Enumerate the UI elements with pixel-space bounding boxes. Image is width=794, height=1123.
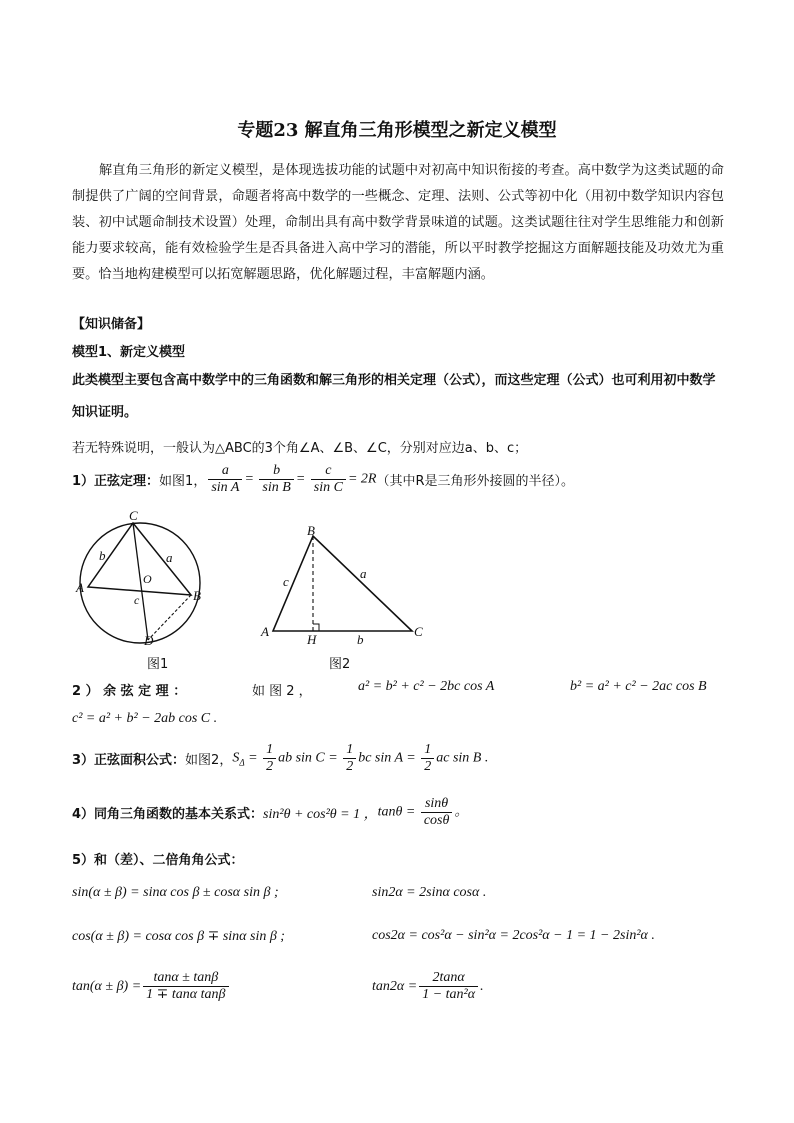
svg-text:a: a (166, 550, 173, 565)
svg-text:b: b (357, 632, 364, 645)
svg-text:c: c (283, 574, 289, 589)
pythagorean-identity: sin²θ + cos²θ = 1 ， (263, 806, 378, 822)
tan-double-formula: tan2α = $\frac{2\tan\alpha}{\text{1 − tan²α}}$ . (372, 970, 484, 1002)
svg-text:A: A (261, 624, 269, 639)
svg-text:C: C (414, 624, 423, 639)
right-angle-mark (313, 624, 319, 631)
figure-2-triangle-diagram (257, 520, 432, 645)
svg-text:A: A (76, 580, 84, 595)
figure-1-circle-diagram (70, 508, 220, 648)
svg-text:B: B (307, 523, 315, 538)
cos-double-formula: cos2α = cos²α − sin²α = 2cos²α − 1 = 1 − 2sin²α . (372, 928, 655, 943)
item3-pre: 如图2， (185, 753, 233, 768)
item1-pre: 如图1， (159, 474, 207, 489)
item4-label: 4）同角三角函数的基本关系式： (72, 807, 264, 822)
tan-sum-denominator: 1 ∓ tanα tanβ (146, 987, 226, 1002)
item3-label: 3）正弦面积公式： (72, 753, 186, 768)
law-of-sines-formula: $\frac{a}{\text{sin A}}$ = $\frac{b}{\text{sin B}}$ = $\frac{c}{\text{sin C}}$ = 2R (206, 463, 376, 496)
svg-text:c: c (134, 593, 140, 607)
svg-text:H: H (307, 632, 317, 645)
svg-text:B: B (193, 588, 201, 603)
svg-text:b: b (99, 548, 106, 563)
law-of-sines-line (72, 463, 574, 496)
sin-double-formula: sin2α = 2sinα cosα . (372, 885, 487, 900)
identity-line (72, 796, 468, 829)
tan-double-lhs: tan2α = (372, 978, 418, 994)
svg-text:O: O (143, 572, 152, 586)
tan-sum-numerator: tanα ± tanβ (143, 970, 228, 987)
item1-post: （其中R是三角形外接圆的半径）。 (376, 474, 574, 489)
item1-label: 1）正弦定理： (72, 474, 160, 489)
tan-sum-lhs: tan(α ± β) = (72, 978, 142, 994)
cosine-formula-b: b² = a² + c² − 2ac cos B (570, 679, 707, 694)
page-title: 专题23 解直角三角形模型之新定义模型 (237, 120, 557, 141)
area-formula-line (72, 742, 488, 775)
cos-sum-formula: cos(α ± β) = cosα cos β ∓ sinα sin β ; (72, 929, 285, 944)
cosine-formula-c: c² = a² + b² − 2ab cos C . (72, 711, 218, 726)
assumption-line: 若无特殊说明，一般认为△ABC的3个角∠A、∠B、∠C，分别对应边a、b、c； (72, 441, 528, 456)
area-formula: $S_\Delta$ = $\frac{1}{2}$ ab sin C = $\frac{1}{2}$ bc sin A = $\frac{1}{2}$ ac sin B . (232, 742, 489, 774)
intro-paragraph: 解直角三角形的新定义模型，是体现选拔功能的试题中对初高中知识衔接的考查。高中数学为这类试题的命制提供了广阔的空间背景，命题者将高中数学的一些概念、定理、法则、公式等初中化（用初中数学知识内容包装、初中试题命制技术设置）处理，命制出具有高中数学背景味道的试题。这类试题往往对学生思维能力和创新能力要求较高，能有效检验学生是否具备进入高中学习的潜能，所以平时教学挖掘这方面解题技能及功效尤为重要。恰当地构建模型可以拓宽解题思路，优化解题过程，丰富解题内涵。 (72, 163, 724, 282)
sin-sum-formula: sin(α ± β) = sinα cos β ± cosα sin β ; (72, 885, 279, 900)
tan-sum-formula (72, 970, 231, 1003)
model-heading: 模型1、新定义模型 (72, 345, 186, 360)
svg-text:a: a (360, 566, 367, 581)
tangent-identity: tanθ = $\frac{\sin\theta}{\cos\theta}$ 。 (377, 796, 469, 828)
cosine-formula-a: a² = b² + c² − 2bc cos A (358, 679, 495, 694)
section-heading: 【知识储备】 (72, 317, 151, 332)
triangle-abc-2 (273, 536, 412, 631)
dashed-bd (148, 595, 191, 640)
item2-pre: 如 图 2 ， (252, 684, 312, 699)
tan-double-denominator: 1 − tan²α (422, 987, 476, 1002)
tan-double-numerator: 2tanα (419, 970, 478, 987)
figure-2-caption: 图2 (329, 657, 351, 672)
svg-text:D: D (144, 633, 154, 648)
item5-label: 5）和（差）、二倍角角公式： (72, 853, 244, 868)
item2-label: 2 ） 余 弦 定 理 ： (72, 684, 187, 699)
figure-1-caption: 图1 (147, 657, 169, 672)
svg-text:C: C (129, 508, 138, 523)
model-description: 此类模型主要包含高中数学中的三角函数和解三角形的相关定理（公式），而这些定理（公式）也可利用初中数学知识证明。 (72, 373, 716, 420)
